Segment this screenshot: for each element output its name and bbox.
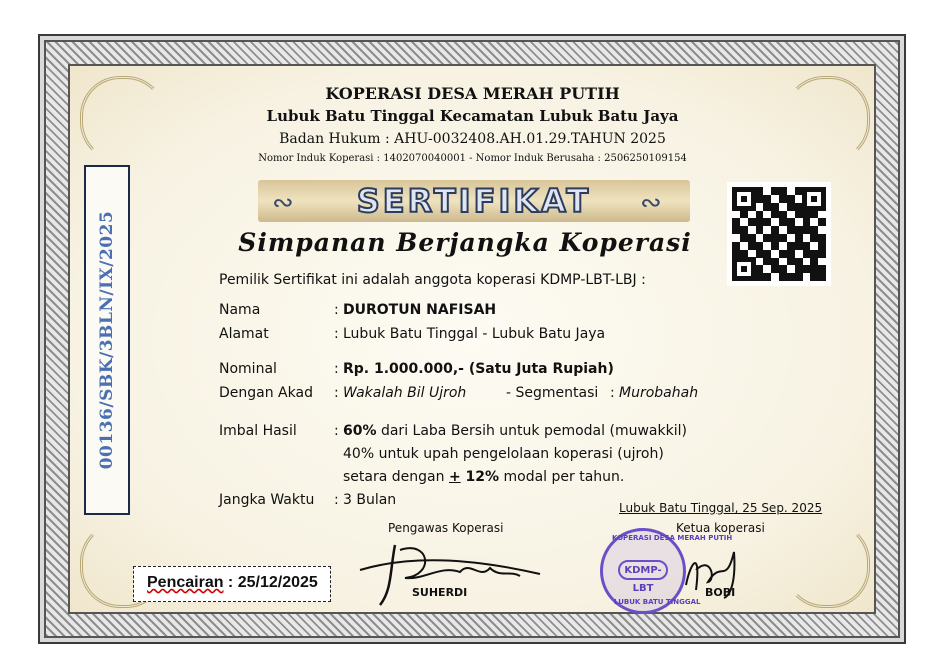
- nama-colon: :: [334, 302, 339, 318]
- corner-ornament-bottom-right: [784, 522, 870, 608]
- akad-value: Wakalah Bil Ujroh: [343, 385, 467, 401]
- chair-title: Ketua koperasi: [676, 521, 765, 535]
- imbal-colon: :: [334, 423, 339, 439]
- jangka-label: Jangka Waktu: [219, 492, 315, 508]
- alamat-colon: :: [334, 326, 339, 342]
- nominal-value: Rp. 1.000.000,- (Satu Juta Rupiah): [343, 361, 614, 377]
- akad-colon: :: [334, 385, 339, 401]
- nama-label: Nama: [219, 302, 261, 318]
- alamat-label: Alamat: [219, 326, 269, 342]
- imbal-line-3: [343, 469, 624, 485]
- swirl-left-icon: ∾: [272, 188, 294, 218]
- nominal-colon: :: [334, 361, 339, 377]
- imbal-annual-percent: 12%: [460, 469, 500, 485]
- payout-date-line: [147, 574, 318, 592]
- corner-ornament-top-right: [784, 76, 870, 162]
- qr-finder-top-right: [802, 187, 826, 211]
- supervisor-name: SUHERDI: [412, 586, 468, 599]
- alamat-value: Lubuk Batu Tinggal - Lubuk Batu Jaya: [343, 326, 606, 342]
- segmentasi-value: Murobahah: [619, 385, 699, 401]
- plus-minus-sign: +: [448, 469, 461, 485]
- cooperative-location: Lubuk Batu Tinggal Kecamatan Lubuk Batu Jaya: [266, 107, 679, 125]
- stamp-ring-bottom: LUBUK BATU TINGGAL: [614, 598, 701, 606]
- imbal-label: Imbal Hasil: [219, 423, 297, 439]
- chair-name: BOBI: [705, 586, 736, 599]
- imbal-line-2: 40% untuk upah pengelolaan koperasi (ujroh): [343, 446, 664, 462]
- segmentasi-label: - Segmentasi: [506, 385, 599, 401]
- payout-separator: :: [223, 574, 238, 591]
- certificate-subtitle: Simpanan Berjangka Koperasi: [238, 228, 692, 257]
- jangka-value: 3 Bulan: [343, 492, 397, 508]
- payout-date: 25/12/2025: [237, 574, 318, 591]
- imbal-line-1: [343, 423, 687, 439]
- imbal-line-3-pre: setara dengan: [343, 469, 449, 485]
- imbal-percent: 60%: [343, 423, 377, 439]
- imbal-line-1-text: dari Laba Bersih untuk pemodal (muwakkil): [376, 423, 687, 439]
- legal-entity-number: Badan Hukum : AHU-0032408.AH.01.29.TAHUN 2025: [279, 131, 666, 147]
- imbal-line-3-post: modal per tahun.: [499, 469, 625, 485]
- stamp-center: KDMP-LBT: [618, 560, 668, 580]
- qr-finder-bottom-left: [732, 257, 756, 281]
- nama-value: DUROTUN NAFISAH: [343, 302, 497, 318]
- qr-finder-top-left: [732, 187, 756, 211]
- stamp-ring-top: KOPERASI DESA MERAH PUTIH: [612, 534, 733, 542]
- intro-text: Pemilik Sertifikat ini adalah anggota koperasi KDMP-LBT-LBJ :: [219, 272, 646, 288]
- cooperative-name: KOPERASI DESA MERAH PUTIH: [325, 84, 620, 103]
- registration-numbers: Nomor Induk Koperasi : 1402070040001 - Nomor Induk Berusaha : 2506250109154: [258, 153, 687, 164]
- corner-ornament-top-left: [80, 76, 166, 162]
- supervisor-title: Pengawas Koperasi: [388, 521, 504, 535]
- place-date: Lubuk Batu Tinggal, 25 Sep. 2025: [619, 501, 823, 515]
- swirl-right-icon: ∾: [640, 188, 662, 218]
- akad-label: Dengan Akad: [219, 385, 313, 401]
- nominal-label: Nominal: [219, 361, 277, 377]
- certificate-title: SERTIFIKAT: [356, 182, 592, 220]
- serial-number: 00136/SBK/3BLN/IX/2025: [97, 210, 117, 470]
- jangka-colon: :: [334, 492, 339, 508]
- payout-label: Pencairan: [147, 574, 224, 591]
- segmentasi-colon: :: [610, 385, 615, 401]
